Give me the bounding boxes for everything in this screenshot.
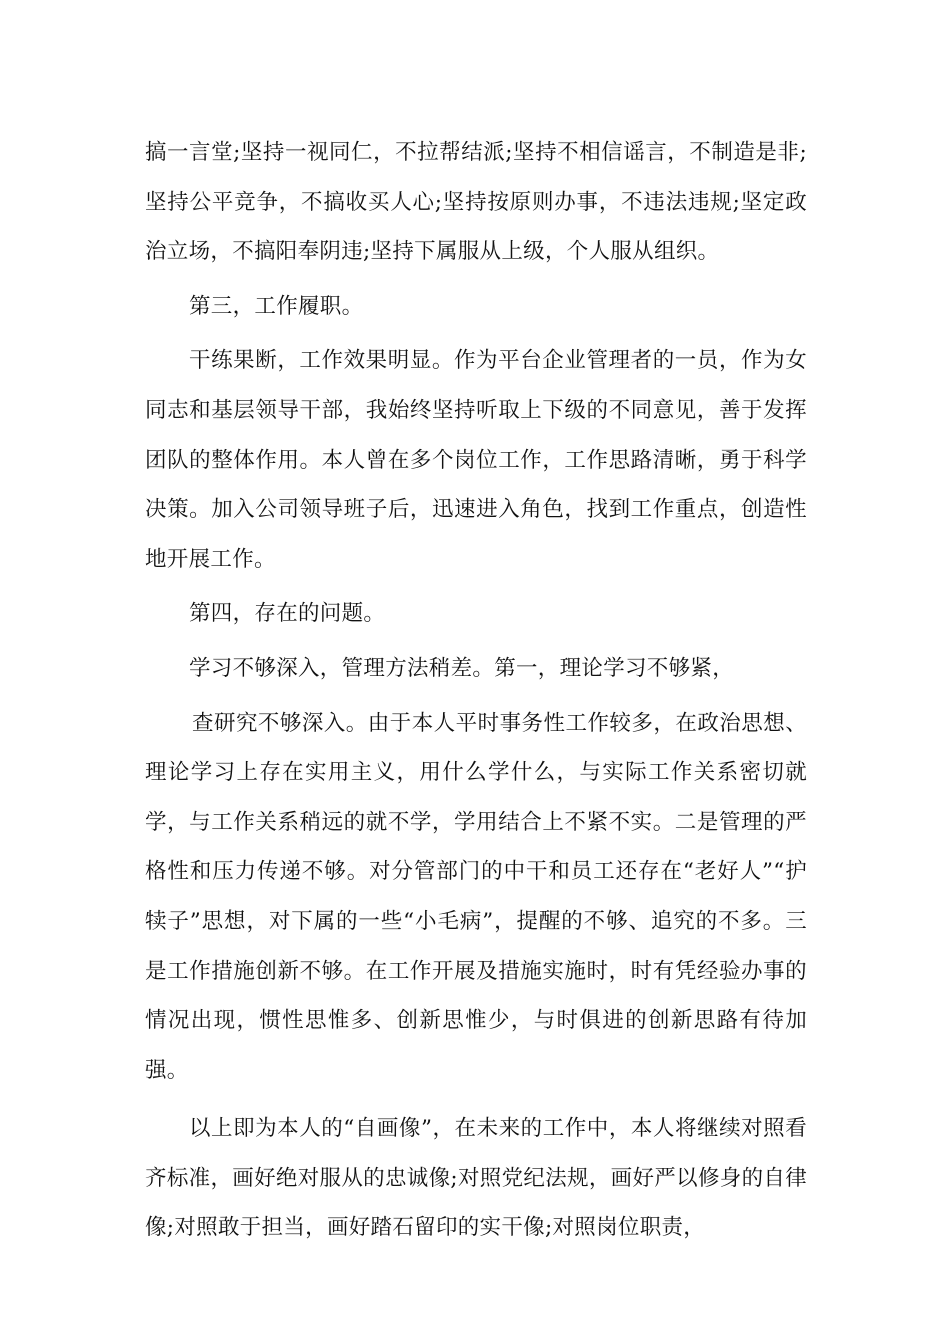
heading-existing-problems: 第四，存在的问题。	[189, 601, 386, 627]
paragraph-integrity-commitments: 搞一言堂;坚持一视同仁，不拉帮结派;坚持不相信谣言，不制造是非;坚持公平竞争，不搞收买人心;坚持按原则办事，不违法违规;坚定政治立场，不搞阳奉阴违;坚持下属服从上级，个人服从组织。	[145, 140, 807, 265]
paragraph-problems-detail: 查研究不够深入。由于本人平时事务性工作较多，在政治思想、理论学习上存在实用主义，用什么学什么，与实际工作关系密切就学，与工作关系稍远的就不学，学用结合上不紧不实。二是管理的严格性和压力传递不够。对分管部门的中干和员工还存在“老好人”“护犊子”思想，对下属的一些“小毛病”，提醒的不够、追究的不多。三是工作措施创新不够。在工作开展及措施实施时，时有凭经验办事的情况出现，惯性思惟多、创新思惟少，与时俱进的创新思路有待加强。	[145, 710, 807, 1083]
document-body	[145, 128, 807, 1253]
paragraph-work-performance: 干练果断，工作效果明显。作为平台企业管理者的一员，作为女同志和基层领导干部，我始终坚持听取上下级的不同意见，善于发挥团队的整体作用。本人曾在多个岗位工作，工作思路清晰，勇于科学决策。加入公司领导班子后，迅速进入角色，找到工作重点，创造性地开展工作。	[145, 348, 807, 572]
paragraph-self-portrait: 以上即为本人的“自画像”，在未来的工作中，本人将继续对照看齐标准，画好绝对服从的忠诚像;对照党纪法规，画好严以修身的自律像;对照敢于担当，画好踏石留印的实干像;对照岗位职责，	[145, 1116, 807, 1241]
heading-work-performance: 第三，工作履职。	[189, 293, 364, 319]
paragraph-problems-intro: 学习不够深入，管理方法稍差。第一，理论学习不够紧，	[189, 655, 735, 681]
